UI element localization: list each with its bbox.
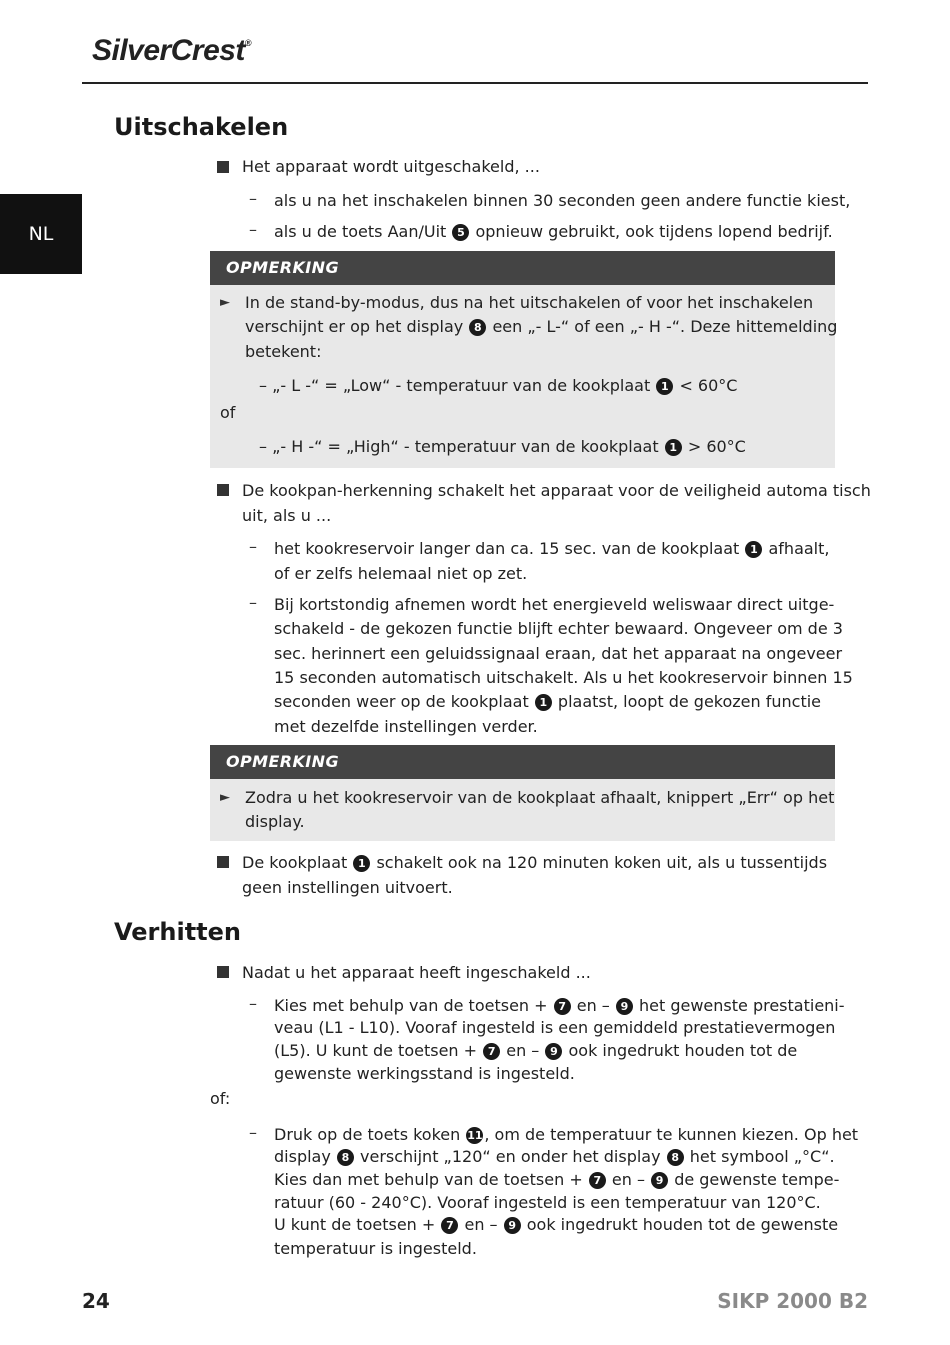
ref-number-9: 9 — [504, 1217, 521, 1234]
language-tab: NL — [0, 194, 82, 274]
dash-text: (L5). U kunt de toetsen + 7 en – 9 ook ingedrukt houden tot de — [274, 1041, 798, 1060]
bullet-text: uit, als u ... — [242, 506, 332, 525]
dash-text: als u de toets Aan/Uit 5 opnieuw gebruikt, ook tijdens lopend bedrijf. — [274, 222, 833, 241]
dash-text: gewenste werkingsstand is ingesteld. — [274, 1064, 575, 1083]
dash-text: als u na het inschakelen binnen 30 seconden geen andere functie kiest, — [274, 191, 851, 210]
bullet-square — [217, 484, 229, 496]
arrow-right-icon: ► — [220, 790, 230, 805]
dash-text: schakeld - de gekozen functie blijft echter bewaard. Ongeveer om de 3 — [274, 619, 843, 638]
bullet-square — [217, 966, 229, 978]
ref-number-11: 11 — [467, 1129, 483, 1142]
dash-text: sec. herinnert een geluidssignaal eraan, dat het apparaat na ongeveer — [274, 644, 843, 663]
dash-text: Kies met behulp van de toetsen + 7 en – 9 het gewenste prestatieni- — [274, 996, 845, 1015]
dash-text: ratuur (60 - 240°C). Vooraf ingesteld is een temperatuur van 120°C. — [274, 1193, 821, 1212]
dash-text: Kies dan met behulp van de toetsen + 7 en – 9 de gewenste tempe- — [274, 1170, 840, 1189]
or-text: of: — [210, 1089, 231, 1108]
ref-number-1: 1 — [535, 694, 552, 711]
section-title-verhitten: Verhitten — [114, 918, 241, 946]
dash-marker: – — [249, 994, 257, 1013]
arrow-right-icon: ► — [220, 295, 230, 310]
bullet-text: De kookplaat 1 schakelt ook na 120 minuten koken uit, als u tussentijds — [242, 853, 828, 872]
dash-text: het kookreservoir langer dan ca. 15 sec. van de kookplaat 1 afhaalt, — [274, 539, 830, 558]
ref-number-8: 8 — [667, 1149, 684, 1166]
note-low-text: – „- L -“ = „Low“ - temperatuur van de kookplaat 1 < 60°C — [259, 376, 738, 395]
section-title-uitschakelen: Uitschakelen — [114, 113, 289, 141]
note-or-text: of — [220, 403, 236, 422]
ref-number-9: 9 — [616, 998, 633, 1015]
bullet-text: geen instellingen uitvoert. — [242, 878, 453, 897]
brand-logo: SilverCrest® — [92, 34, 252, 67]
bullet-text: Nadat u het apparaat heeft ingeschakeld ... — [242, 963, 591, 982]
dash-text: Druk op de toets koken 11 , om de temperatuur te kunnen kiezen. Op het — [274, 1125, 859, 1144]
ref-number-7: 7 — [554, 998, 571, 1015]
model-name: SIKP 2000 B2 — [717, 1289, 868, 1313]
dash-text: U kunt de toetsen + 7 en – 9 ook ingedrukt houden tot de gewenste — [274, 1215, 839, 1234]
dash-text: of er zelfs helemaal niet op zet. — [274, 564, 528, 583]
ref-number-7: 7 — [441, 1217, 458, 1234]
dash-marker: – — [249, 593, 257, 612]
dash-marker: – — [249, 220, 257, 239]
ref-number-8: 8 — [469, 319, 486, 336]
bullet-text: De kookpan-herkenning schakelt het apparaat voor de veiligheid automa tisch — [242, 481, 871, 500]
ref-number-5: 5 — [452, 224, 469, 241]
ref-number-1: 1 — [665, 439, 682, 456]
dash-marker: – — [249, 189, 257, 208]
dash-text: seconden weer op de kookplaat 1 plaatst, loopt de gekozen functie — [274, 692, 822, 711]
ref-number-1: 1 — [745, 541, 762, 558]
ref-number-9: 9 — [651, 1172, 668, 1189]
ref-number-7: 7 — [483, 1043, 500, 1060]
dash-text: met dezelfde instellingen verder. — [274, 717, 538, 736]
note-text: betekent: — [245, 342, 322, 361]
ref-number-9: 9 — [545, 1043, 562, 1060]
bullet-text: Het apparaat wordt uitgeschakeld, ... — [242, 157, 540, 176]
note-heading: OPMERKING — [210, 251, 835, 285]
ref-number-7: 7 — [589, 1172, 606, 1189]
note-text: verschijnt er op het display 8 een „- L-“ of een „- H -“. Deze hittemelding — [245, 317, 838, 336]
bullet-square — [217, 161, 229, 173]
bullet-square — [217, 856, 229, 868]
dash-text: display 8 verschijnt „120“ en onder het display 8 het symbool „°C“. — [274, 1147, 835, 1166]
dash-text: veau (L1 - L10). Vooraf ingesteld is een gemiddeld prestatievermogen — [274, 1018, 836, 1037]
dash-marker: – — [249, 1123, 257, 1142]
note-text: In de stand-by-modus, dus na het uitschakelen of voor het inschakelen — [245, 293, 814, 312]
dash-text: temperatuur is ingesteld. — [274, 1239, 477, 1258]
dash-text: Bij kortstondig afnemen wordt het energieveld weliswaar direct uitge- — [274, 595, 835, 614]
ref-number-8: 8 — [337, 1149, 354, 1166]
header-divider — [82, 82, 868, 84]
ref-number-1: 1 — [656, 378, 673, 395]
ref-number-1: 1 — [353, 855, 370, 872]
note-heading: OPMERKING — [210, 745, 835, 779]
note-text: display. — [245, 812, 305, 831]
note-high-text: – „- H -“ = „High“ - temperatuur van de kookplaat 1 > 60°C — [259, 437, 746, 456]
note-text: Zodra u het kookreservoir van de kookplaat afhaalt, knippert „Err“ op het — [245, 788, 835, 807]
page-number: 24 — [82, 1289, 110, 1313]
dash-text: 15 seconden automatisch uitschakelt. Als u het kookreservoir binnen 15 — [274, 668, 853, 687]
dash-marker: – — [249, 537, 257, 556]
